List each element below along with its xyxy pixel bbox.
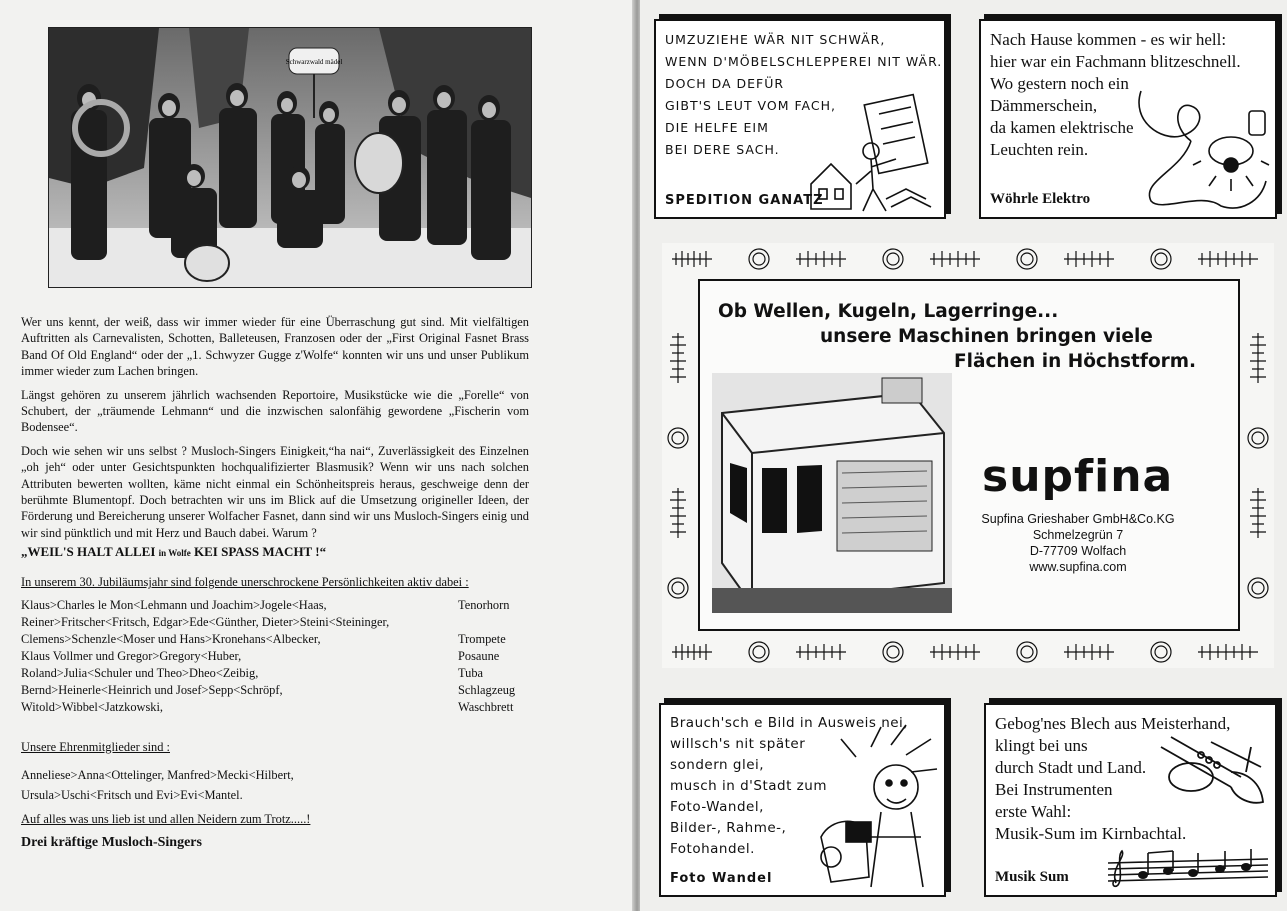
ad-line: Bei Instrumenten <box>995 780 1113 799</box>
ad-line: DIE HELFE EIM <box>665 120 769 135</box>
member-row <box>21 682 541 699</box>
ad-wandel-footer: Foto Wandel <box>670 871 773 886</box>
member-row <box>21 648 541 665</box>
ad-line: Bilder-, Rahme-, <box>670 820 787 836</box>
closing-line: Auf alles was uns lieb ist und allen Neidern zum Trotz.....! <box>21 812 311 826</box>
ad-foto-wandel <box>659 703 946 897</box>
ad-line: Brauch'sch e Bild in Ausweis nei, <box>670 715 909 731</box>
member-instrument: Tuba <box>458 666 484 680</box>
article-body <box>21 314 529 548</box>
members-list <box>21 597 541 716</box>
motto-headline <box>21 544 326 560</box>
members-intro: In unserem 30. Jubiläumsjahr sind folgende unerschrockene Persönlichkeiten aktiv dabei : <box>21 575 469 589</box>
honorary-line: Ursula>Uschi<Fritsch und Evi>Evi<Mantel. <box>21 788 243 802</box>
paragraph-1: Wer uns kennt, der weiß, dass wir immer wieder für eine Überraschung gut sind. Mit vielfältigen Auftritten als Carnevalisten, Schotten, Balleteusen, Franzosen oder der „First Original Fasnet Brass Band Of Old England“ oder der „1. Schwyzer Gugge z'Wolfe“ konnten wir uns und unser Publikum immer wieder zum Lachen bringen. <box>21 315 529 379</box>
member-names: Witold>Wibbel<Jatzkowski, <box>21 700 164 714</box>
member-row <box>21 597 541 614</box>
supfina-panel <box>698 279 1240 631</box>
music-notes-icon <box>1108 849 1268 889</box>
ad-line: UMZUZIEHE WÄR NIT SCHWÄR, <box>665 32 886 47</box>
signature: Drei kräftige Musloch-Singers <box>21 835 202 850</box>
band-photo <box>48 27 532 288</box>
member-instrument: Posaune <box>458 649 500 663</box>
paragraph-3: Doch wie sehen wir uns selbst ? Musloch-Singers Einigkeit,“ha nai“, Zuverlässigkeit des Einzelnen „oh jeh“ oder unter Gesichtspunkten hochqualifizierter Blasmusik? Wenn wir uns nach solchen Attributen bewerten wollten, käme nicht einmal ein Schönheitspreis heraus, geschweige denn der berühmte Blumentopf. Doch betrachten wir uns im Blick auf die Umsetzung origineller Ideen, der Förderung und Bereicherung unserer Wolfacher Fasnet, dann sind wir uns Musloch-Singers einig und wir sind pünktlich und mit Herz und Bauch dabei. Warum ? <box>21 443 529 540</box>
motto-part-a: „WEIL'S HALT ALLEI <box>21 544 159 559</box>
member-names: Klaus>Charles le Mon<Lehmann und Joachim>Jogele<Haas, <box>21 598 327 612</box>
ad-sum-footer: Musik Sum <box>995 869 1069 885</box>
supfina-address <box>964 511 1192 575</box>
ad-line: BEI DERE SACH. <box>665 142 780 157</box>
member-row <box>21 614 541 648</box>
ad-line: DOCH DA DEFÜR <box>665 76 785 91</box>
member-instrument: Waschbrett <box>458 700 514 714</box>
ad-line: hier war ein Fachmann blitzeschnell. <box>990 52 1241 71</box>
ad-line: willsch's nit später <box>670 736 806 752</box>
trumpet-icon <box>1151 727 1271 817</box>
ad-line: Dämmerschein, <box>990 96 1098 115</box>
paragraph-2: Längst gehören zu unserem jährlich wachsenden Reportoire, Musikstücke wie die „Forelle“ von Schubert, der „träumende Lehmann“ und die inzwischen salonfähig gewordene „Fischerin vom Bodensee“. <box>21 387 529 435</box>
ad-line: WENN D'MÖBELSCHLEPPEREI NIT WÄR. <box>665 54 943 69</box>
honorary-line: Anneliese>Anna<Ottelinger, Manfred>Mecki<Hilbert, <box>21 768 294 782</box>
left-page <box>0 0 634 911</box>
ad-woehrle-footer: Wöhrle Elektro <box>990 191 1091 207</box>
ad-line: Foto-Wandel, <box>670 799 764 815</box>
member-instrument: Schlagzeug <box>458 683 516 697</box>
ad-line: Fotohandel. <box>670 841 755 857</box>
ad-line: Wo gestern noch ein <box>990 74 1129 93</box>
supfina-headline <box>718 299 1218 374</box>
ad-line: da kamen elektrische <box>990 118 1134 137</box>
ad-line: durch Stadt und Land. <box>995 758 1147 777</box>
ad-line: musch in d'Stadt zum <box>670 778 827 794</box>
member-row <box>21 699 541 716</box>
member-instrument: Tenorhorn <box>458 598 510 612</box>
member-names: Roland>Julia<Schuler und Theo>Dheo<Zeibig, <box>21 666 259 680</box>
ad-ganatz-footer: SPEDITION GANATZ <box>665 193 824 208</box>
address-line: D-77709 Wolfach <box>1029 544 1127 558</box>
ad-line: sondern glei, <box>670 757 765 773</box>
address-line: Supfina Grieshaber GmbH&Co.KG <box>981 512 1175 526</box>
supfina-logo: supfina <box>982 451 1174 502</box>
grinding-machine-image <box>712 373 952 613</box>
motto-small: in Wolfe <box>158 548 191 558</box>
ad-line: Nach Hause kommen - es wir hell: <box>990 30 1227 49</box>
ad-line: GIBT'S LEUT VOM FACH, <box>665 98 836 113</box>
address-line: Schmelzegrün 7 <box>1032 528 1124 542</box>
headline-line: Flächen in Höchstform. <box>954 351 1197 372</box>
headline-line: Ob Wellen, Kugeln, Lagerringe... <box>718 301 1059 322</box>
honorary-title: Unsere Ehrenmitglieder sind : <box>21 740 170 754</box>
ad-line: Musik-Sum im Kirnbachtal. <box>995 824 1187 843</box>
member-row <box>21 665 541 682</box>
banner-text: Schwarzwald mädel <box>285 58 343 66</box>
ad-line: Gebog'nes Blech aus Meisterhand, <box>995 714 1231 733</box>
member-instrument: Trompete <box>458 632 506 646</box>
ad-musik-sum <box>984 703 1277 897</box>
ad-line: Leuchten rein. <box>990 140 1089 159</box>
member-names-2: Clemens>Schenzle<Moser und Hans>Kronehans<Albecker, <box>21 632 321 646</box>
motto-part-b: KEI SPASS MACHT !“ <box>190 544 327 559</box>
ad-line: klingt bei uns <box>995 736 1088 755</box>
lamp-icon <box>1121 81 1271 213</box>
address-line: www.supfina.com <box>1029 560 1127 574</box>
ad-supfina <box>662 243 1274 668</box>
photographer-icon <box>811 717 941 892</box>
honorary-list <box>21 765 294 805</box>
headline-line: unsere Maschinen bringen viele <box>820 326 1153 347</box>
member-names: Bernd>Heinerle<Heinrich und Josef>Sepp<Schröpf, <box>21 683 283 697</box>
ad-line: erste Wahl: <box>995 802 1072 821</box>
member-names: Reiner>Fritscher<Fritsch, Edgar>Ede<Günther, Dieter>Steini<Steininger, <box>21 615 390 629</box>
member-names: Klaus Vollmer und Gregor>Gregory<Huber, <box>21 649 242 663</box>
ad-spedition-ganatz <box>654 19 946 219</box>
ad-woehrle-elektro <box>979 19 1277 219</box>
